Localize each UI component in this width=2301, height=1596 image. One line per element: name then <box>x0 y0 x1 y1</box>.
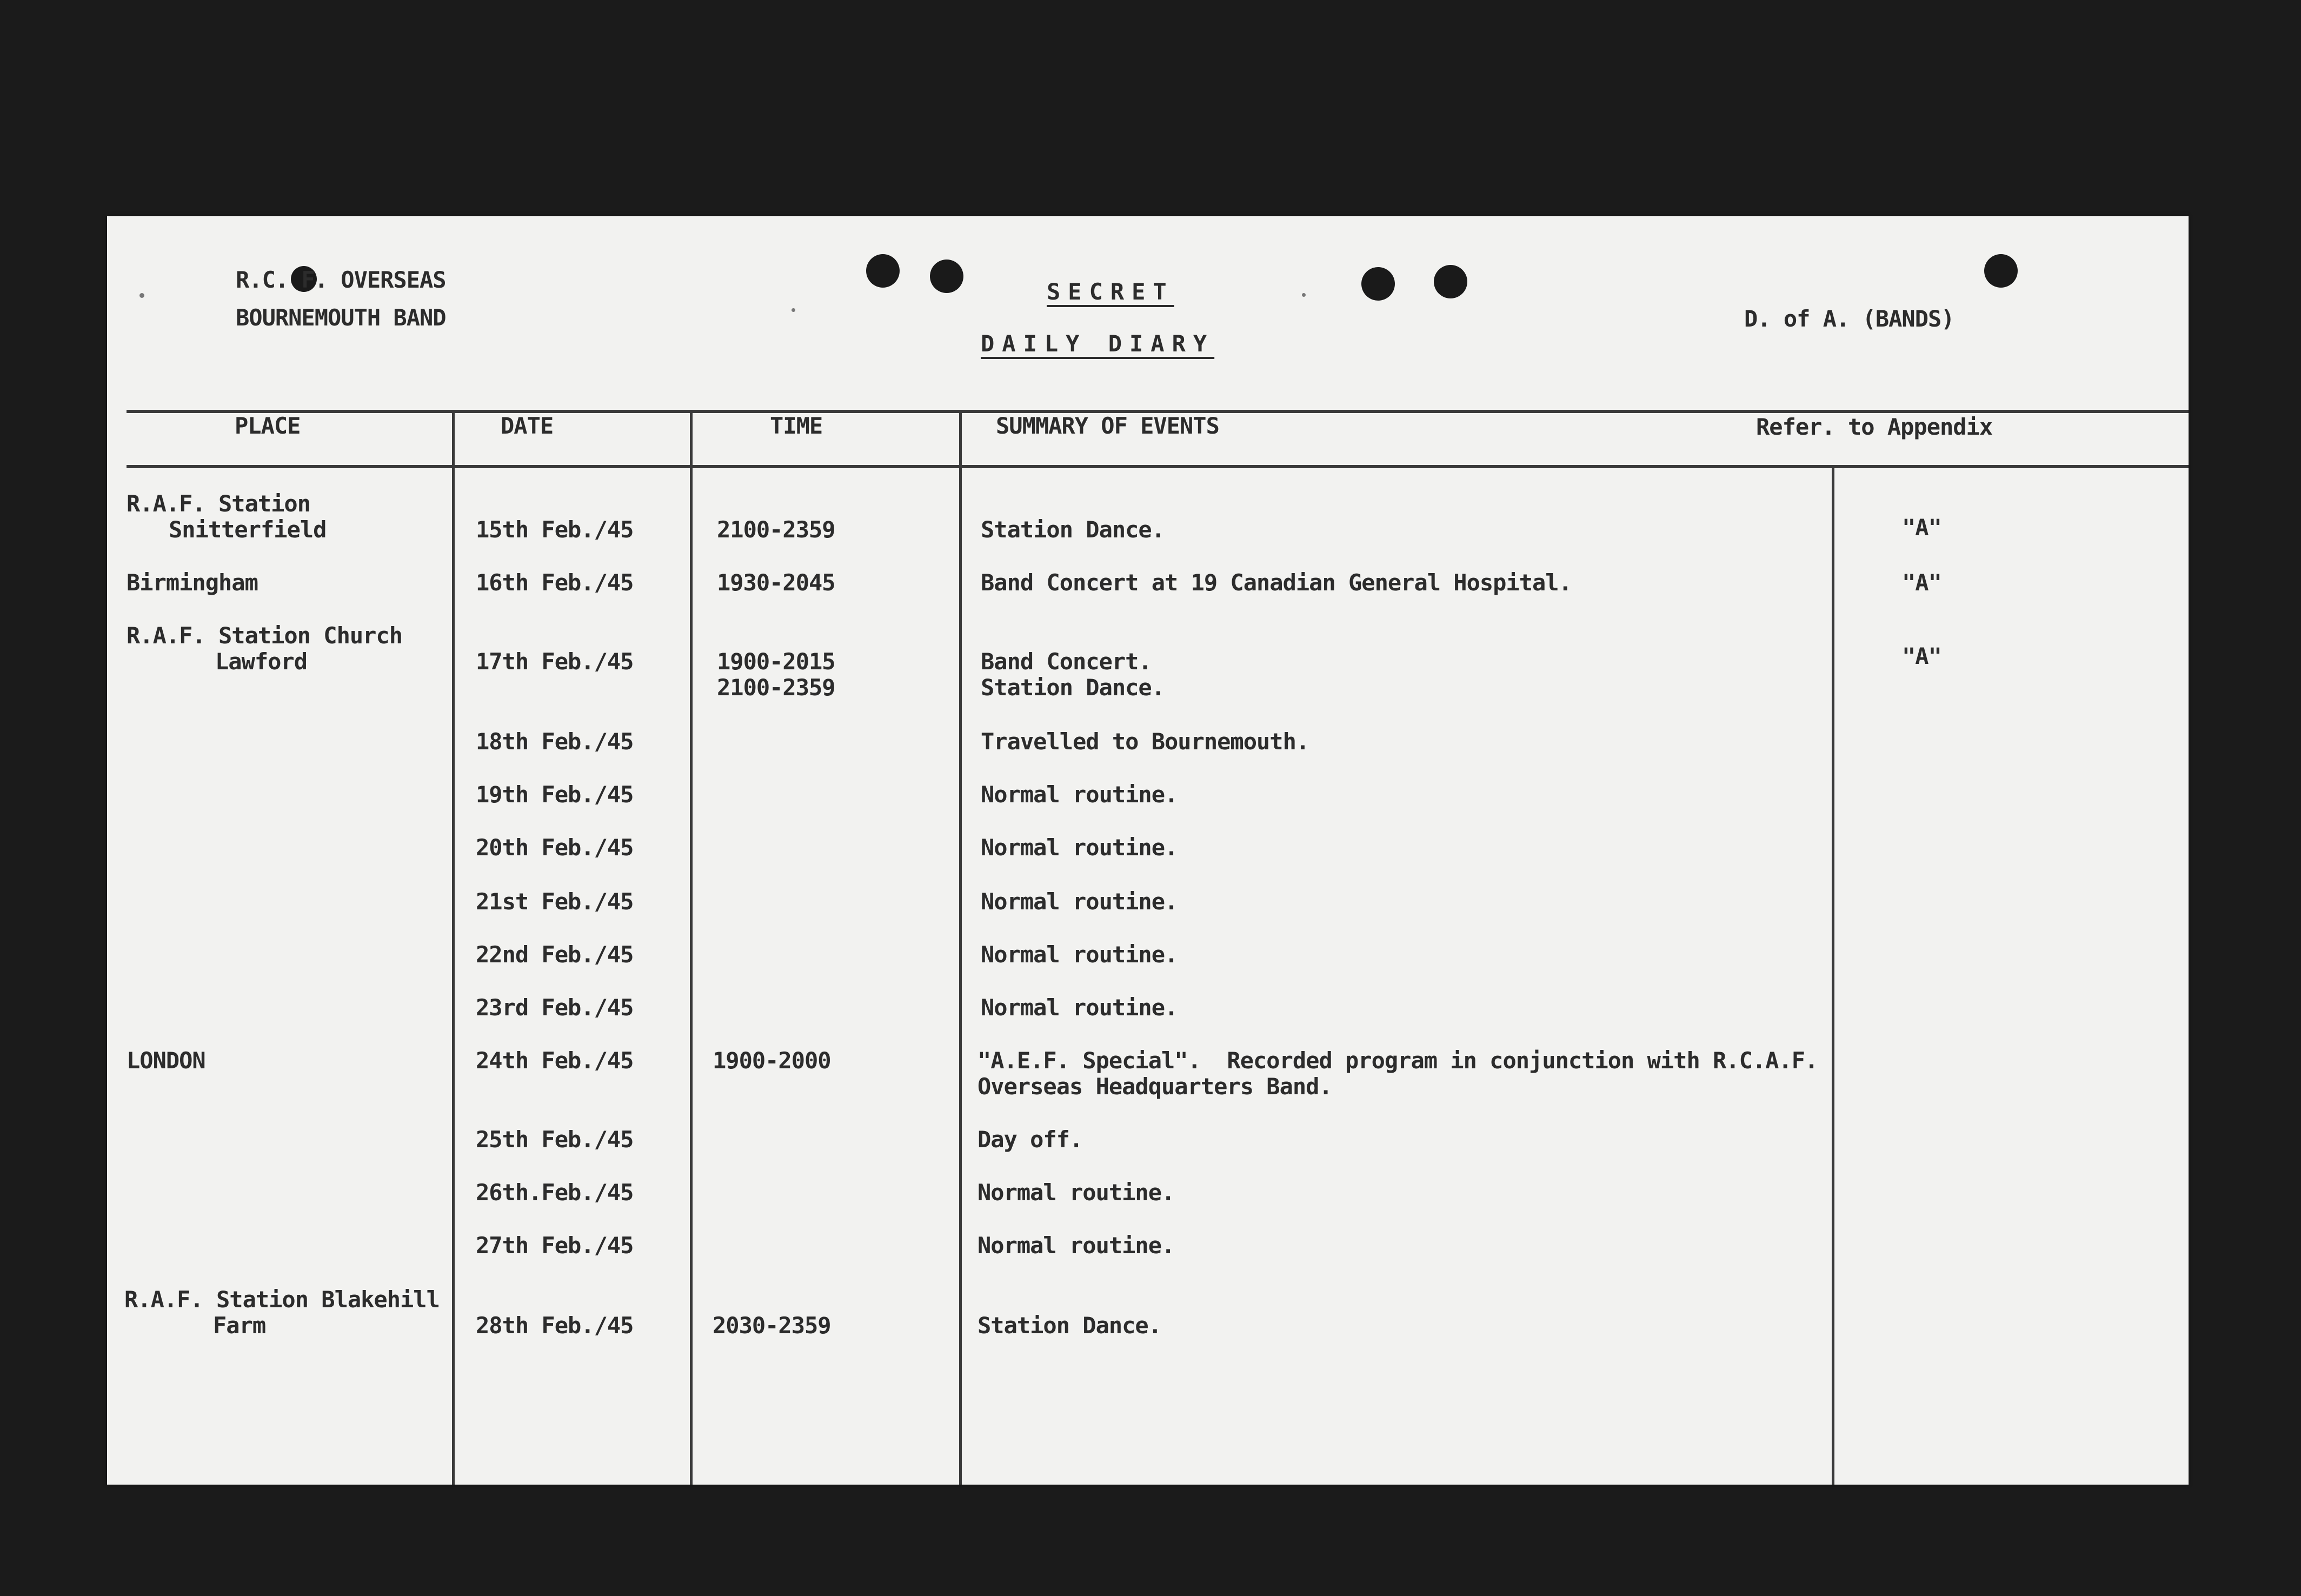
time-cell: 2100-2359 <box>717 516 835 543</box>
summary-cell: Normal routine. <box>977 1232 1175 1259</box>
summary-cell: Station Dance. <box>981 674 1165 701</box>
time-cell: 2030-2359 <box>713 1312 831 1339</box>
date-cell: 20th Feb./45 <box>476 834 634 861</box>
column-divider <box>452 410 455 1485</box>
date-cell: 26th.Feb./45 <box>476 1179 634 1206</box>
punch-hole <box>1434 265 1467 298</box>
time-cell: 2100-2359 <box>717 674 835 701</box>
summary-cell: Normal routine. <box>981 888 1178 915</box>
place-cell: Farm <box>213 1312 266 1339</box>
date-cell: 16th Feb./45 <box>476 569 634 596</box>
appendix-cell: "A" <box>1902 643 1941 669</box>
date-cell: 21st Feb./45 <box>476 888 634 915</box>
place-cell: R.A.F. Station Church <box>127 622 403 649</box>
column-divider <box>690 410 693 1485</box>
summary-cell: Day off. <box>977 1126 1083 1153</box>
column-header-summary: SUMMARY OF EVENTS <box>996 413 1219 439</box>
date-cell: 18th Feb./45 <box>476 728 634 755</box>
summary-cell: Station Dance. <box>981 516 1165 543</box>
appendix-cell: "A" <box>1902 569 1941 596</box>
column-header-date: DATE <box>501 413 554 439</box>
punch-hole <box>1984 254 2018 288</box>
date-cell: 22nd Feb./45 <box>476 941 634 968</box>
column-header-time: TIME <box>770 413 823 439</box>
column-divider <box>959 410 962 1485</box>
reference-label: D. of A. (BANDS) <box>1744 305 1954 332</box>
summary-cell: Band Concert at 19 Canadian General Hospital. <box>981 569 1572 596</box>
punch-hole <box>866 254 900 288</box>
date-cell: 24th Feb./45 <box>476 1047 634 1074</box>
paper-speck <box>792 308 795 312</box>
date-cell: 15th Feb./45 <box>476 516 634 543</box>
place-cell: Birmingham <box>127 569 258 596</box>
appendix-cell: "A" <box>1902 514 1941 541</box>
place-cell: LONDON <box>127 1047 205 1074</box>
punch-hole <box>930 260 963 293</box>
summary-cell: Station Dance. <box>977 1312 1162 1339</box>
date-cell: 28th Feb./45 <box>476 1312 634 1339</box>
classification-label: SECRET <box>1047 278 1174 305</box>
document-title: DAILY DIARY <box>981 330 1215 357</box>
paper-speck <box>1302 293 1306 297</box>
place-cell: R.A.F. Station Blakehill <box>124 1286 440 1313</box>
summary-cell: Normal routine. <box>981 941 1178 968</box>
column-divider <box>1832 465 1834 1485</box>
time-cell: 1900-2015 <box>717 648 835 675</box>
time-cell: 1900-2000 <box>713 1047 831 1074</box>
header-bottom-rule <box>127 465 2189 468</box>
place-cell: R.A.F. Station <box>127 490 311 517</box>
diary-sheet <box>107 216 2189 1485</box>
summary-cell: Travelled to Bournemouth. <box>981 728 1309 755</box>
summary-cell: Normal routine. <box>981 781 1178 808</box>
summary-cell: Band Concert. <box>981 648 1152 675</box>
time-cell: 1930-2045 <box>717 569 835 596</box>
place-cell: Snitterfield <box>169 516 327 543</box>
date-cell: 25th Feb./45 <box>476 1126 634 1153</box>
org-line-1: R.C. F. OVERSEAS <box>236 267 446 293</box>
column-header-appendix: Refer. to Appendix <box>1756 414 1993 440</box>
summary-cell: Normal routine. <box>981 834 1178 861</box>
column-header-place: PLACE <box>235 413 301 439</box>
date-cell: 27th Feb./45 <box>476 1232 634 1259</box>
org-line-2: BOURNEMOUTH BAND <box>236 304 446 331</box>
summary-cell: Normal routine. <box>981 994 1178 1021</box>
summary-cell: Overseas Headquarters Band. <box>977 1073 1332 1100</box>
date-cell: 19th Feb./45 <box>476 781 634 808</box>
date-cell: 17th Feb./45 <box>476 648 634 675</box>
punch-hole <box>1361 267 1395 301</box>
date-cell: 23rd Feb./45 <box>476 994 634 1021</box>
place-cell: Lawford <box>215 648 308 675</box>
summary-cell: Normal routine. <box>977 1179 1175 1206</box>
summary-cell: "A.E.F. Special". Recorded program in conjunction with R.C.A.F. <box>977 1047 1818 1074</box>
paper-speck <box>139 293 144 298</box>
